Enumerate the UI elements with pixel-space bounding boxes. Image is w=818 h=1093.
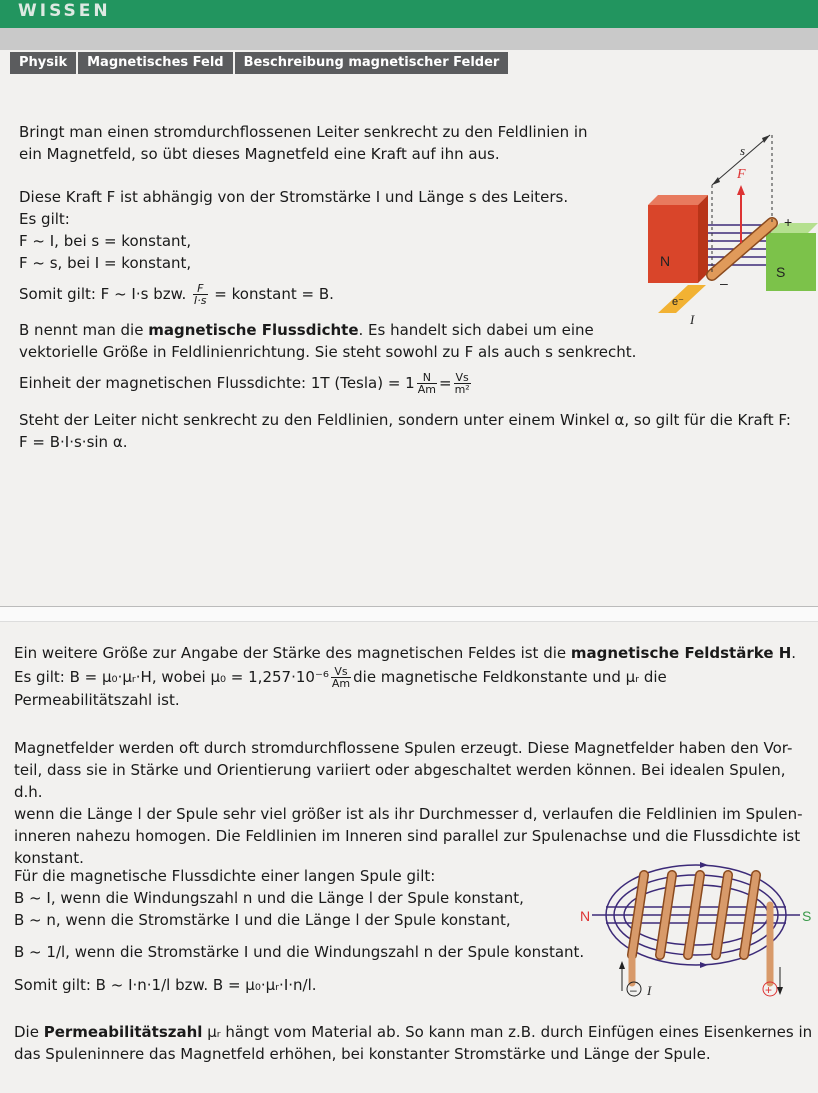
fraction-numerator: Vs: [455, 371, 469, 384]
text-span: .: [791, 644, 797, 662]
text-span: B nennt man die: [19, 321, 149, 339]
label-current: I: [690, 312, 695, 325]
text-span: . Es handelt sich dabei um eine: [358, 321, 594, 339]
breadcrumb-item-beschreibung[interactable]: Beschreibung magnetischer Felder: [235, 52, 509, 74]
card1-paragraph-intro: [19, 121, 619, 165]
header-bar: [0, 0, 818, 28]
coil-field-figure: [578, 855, 814, 1000]
fraction-numerator: Vs: [331, 666, 351, 678]
header-strip: [0, 28, 818, 50]
text-line: Permeabilitätszahl ist.: [14, 691, 180, 709]
text-line: Bringt man einen stromdurchflossenen Leiter senkrecht zu den Feldlinien in: [19, 123, 588, 141]
text-line: Für die magnetische Flussdichte einer langen Spule gilt:: [14, 867, 436, 885]
card1-formula-line: [19, 283, 619, 306]
fraction-denominator: Am: [331, 677, 351, 690]
text-line: Es gilt:: [19, 210, 70, 228]
text-line: F ~ s, bei I = konstant,: [19, 254, 192, 272]
conductor-force-figure: [640, 125, 818, 325]
s-arrowhead-right: [762, 135, 770, 143]
current-arrowhead-out: [777, 987, 783, 995]
label-s-length: s: [740, 143, 746, 158]
breadcrumb-item-physik[interactable]: Physik: [10, 52, 76, 74]
term-bold: magnetische Feldstärke H: [570, 644, 792, 662]
fraction-numerator: N: [417, 372, 437, 384]
text-span: μᵣ hängt vom Material ab. So kann man z.B. durch Einfügen eines Eisenkernes in: [202, 1023, 813, 1041]
text-line: vektorielle Größe in Feldlinienrichtung. Sie steht sowohl zu F als auch s senkrecht.: [19, 343, 637, 361]
text-span: Ein weitere Größe zur Angabe der Stärke des magnetischen Feldes ist die: [14, 644, 571, 662]
magnet-s-front: [766, 233, 816, 291]
text-line: wenn die Länge l der Spule sehr viel größer ist als ihr Durchmesser d, verlaufen die Feldlinien im Spulen-: [14, 805, 803, 823]
text-line: B ~ I, wenn die Windungszahl n und die Länge l der Spule konstant,: [14, 889, 524, 907]
card-divider: [0, 606, 818, 622]
fraction-numerator: F: [193, 283, 207, 295]
magnet-n-front: [648, 205, 698, 283]
text-line: teil, dass sie in Stärke und Orientierung variiert oder abgeschaltet werden können. Bei idealen Spulen, d.h.: [14, 761, 786, 801]
coil-label-plus: +: [765, 983, 773, 997]
card2-paragraph-permeability: [14, 1021, 814, 1065]
label-n: N: [660, 253, 671, 269]
s-arrowhead-left: [712, 177, 720, 185]
text-span: Somit gilt: B ~ I·n·1/l bzw. B = μ₀·μᵣ·I·n/l.: [14, 976, 317, 994]
card1-paragraph-angle: [19, 409, 809, 453]
coil-label-s: S: [802, 908, 812, 924]
text-line: F ~ I, bei s = konstant,: [19, 232, 192, 250]
card2-paragraph-coil-flux: [14, 865, 594, 963]
coil-label-current: I: [647, 983, 652, 998]
card2-formula-line: [14, 974, 594, 996]
text-span: =: [438, 374, 452, 392]
fraction-denominator: Am: [417, 383, 436, 396]
label-force: F: [737, 167, 746, 182]
text-line: Magnetfelder werden oft durch stromdurchflossene Spulen erzeugt. Diese Magnetfelder haben den Vor-: [14, 739, 793, 757]
fraction: [417, 372, 437, 395]
label-s: S: [776, 264, 786, 280]
fraction-denominator: I·s: [194, 294, 207, 307]
magnet-n-side: [698, 195, 708, 283]
card1-paragraph-force: [19, 186, 619, 274]
term-bold: magnetische Flussdichte: [148, 321, 359, 339]
fraction: [454, 372, 471, 395]
text-span: Die: [14, 1023, 44, 1041]
breadcrumb: [10, 52, 510, 74]
coil-label-n: N: [580, 908, 591, 924]
card1-paragraph-flux: [19, 319, 639, 363]
text-line: Steht der Leiter nicht senkrecht zu den Feldlinien, sondern unter einem Winkel α, so gilt für die Kraft F:: [19, 411, 791, 429]
force-arrowhead: [737, 185, 745, 195]
fraction: [193, 283, 207, 306]
text-span: Es gilt: B = μ₀·μᵣ·H, wobei μ₀ = 1,257·10⁻⁶: [14, 668, 329, 686]
header-title: WISSEN: [18, 1, 111, 21]
text-line: B ~ n, wenn die Stromstärke I und die Länge l der Spule konstant,: [14, 911, 511, 929]
fraction-denominator: m²: [454, 383, 470, 396]
text-line: F = B·I·s·sin α.: [19, 433, 128, 451]
card2-paragraph-coils: [14, 737, 814, 869]
label-electron: e⁻: [672, 296, 684, 308]
text-line: inneren nahezu homogen. Die Feldlinien im Inneren sind parallel zur Spulenachse und die Flussdichte ist: [14, 827, 801, 845]
magnet-n-top: [648, 195, 708, 205]
fraction: [331, 666, 351, 689]
text-span: Somit gilt: F ~ I·s bzw.: [19, 285, 187, 303]
text-span: Einheit der magnetischen Flussdichte: 1T (Tesla) = 1: [19, 374, 415, 392]
card1-unit-line: [19, 372, 639, 395]
text-span: die magnetische Feldkonstante und μᵣ die: [353, 668, 667, 686]
current-arrowhead-in: [619, 961, 625, 969]
label-minus: –: [720, 275, 728, 291]
text-span: = konstant = B.: [214, 285, 334, 303]
text-line: konstant.: [14, 849, 84, 867]
breadcrumb-item-magnetisches-feld[interactable]: Magnetisches Feld: [78, 52, 232, 74]
card2-paragraph-fieldstrength: [14, 642, 814, 711]
label-plus: +: [784, 214, 793, 230]
term-bold: Permeabilitätszahl: [43, 1023, 203, 1041]
text-line: ein Magnetfeld, so übt dieses Magnetfeld eine Kraft auf ihn aus.: [19, 145, 500, 163]
text-line: das Spuleninnere das Magnetfeld erhöhen, bei konstanter Stromstärke und Länge der Spule.: [14, 1045, 711, 1063]
text-line: B ~ 1/l, wenn die Stromstärke I und die Windungszahl n der Spule konstant.: [14, 943, 585, 961]
text-line: Diese Kraft F ist abhängig von der Stromstärke I und Länge s des Leiters.: [19, 188, 569, 206]
coil-label-minus: –: [630, 983, 637, 997]
